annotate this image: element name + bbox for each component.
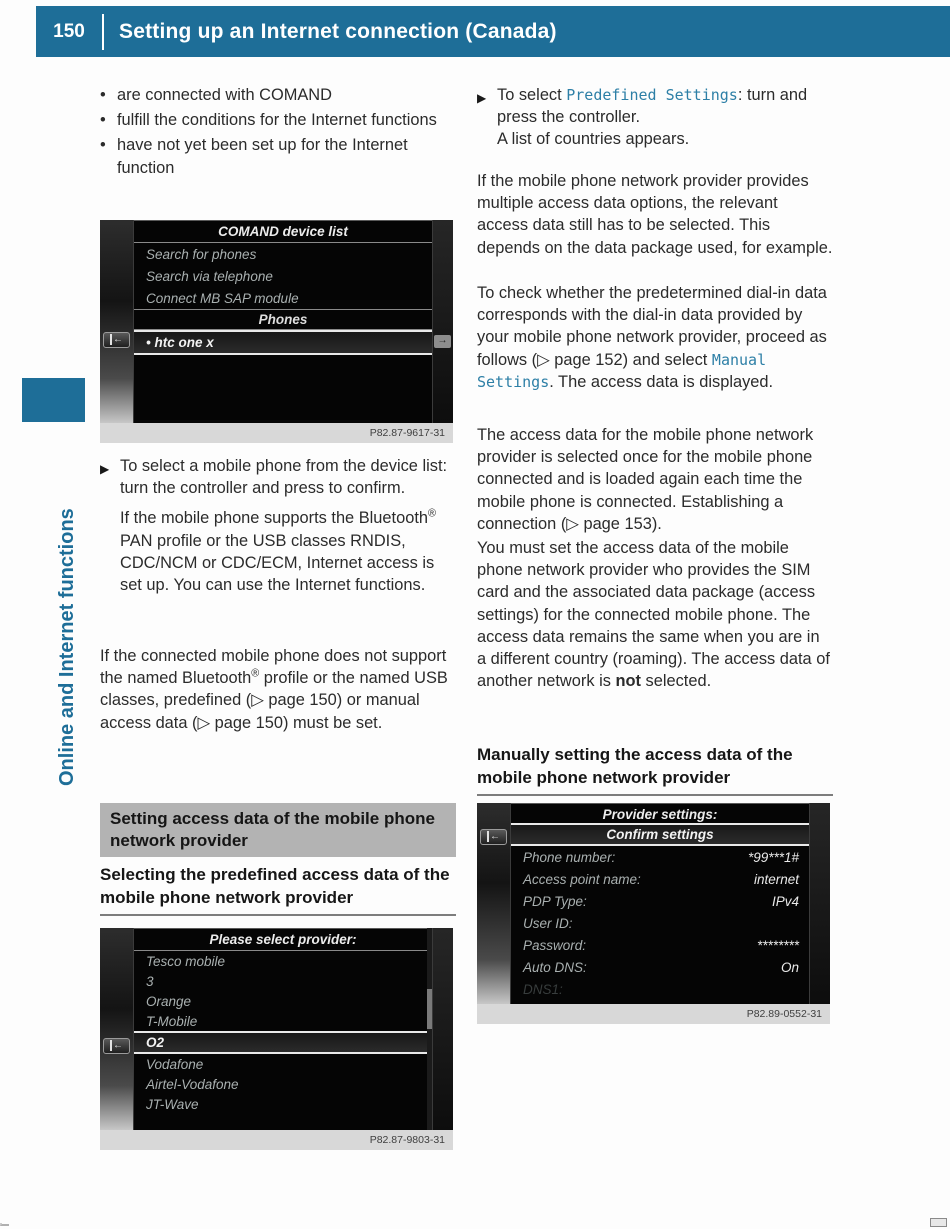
setting-row [511,912,809,934]
setting-row [511,846,809,868]
setting-value: *99***1# [747,850,799,865]
provider-item: T-Mobile [146,1014,198,1029]
screen-panel [510,803,810,1004]
figure-caption: P82.87-9617-31 [100,423,453,443]
menu-item: Search for phones [146,247,257,262]
back-arrow-glyph: ← [110,334,123,345]
screen-right-gutter [433,928,453,1130]
paragraph [477,537,833,700]
back-button-icon [103,1038,130,1054]
step-body [497,84,833,159]
list-item [100,84,456,106]
section-header: Phones [134,309,432,330]
screenshot-provider-list [100,928,453,1150]
provider-item: Airtel-Vodafone [146,1077,239,1092]
page-title: Setting up an Internet connection (Canada) [119,19,557,43]
setting-label: PDP Type: [523,894,587,909]
bullet-text: are connected with COMAND [117,86,332,104]
back-arrow-glyph: ← [487,831,500,842]
setting-row [511,956,809,978]
page-corner-artifact [0,1223,9,1226]
step-body [120,455,456,604]
screen-panel [133,220,433,423]
step-marker-icon: ▶ [100,462,110,476]
setting-label: DNS1: [523,982,563,997]
list-item [100,134,456,178]
step-marker-icon: ▶ [477,91,487,105]
setting-label: Access point name: [523,872,641,887]
bullet-icon: • [100,86,106,104]
menu-item: Connect MB SAP module [146,291,299,306]
screen-title: Provider settings: [511,803,809,823]
provider-item: JT-Wave [146,1097,199,1112]
paragraph-text: To check whether the predetermined dial-in data corresponds with the dial-in data provided by your mobile phone network provider, proceed as follows (▷ page 152) and select Manual Settings. The access data is displayed. [477,284,827,391]
screen-left-gutter [100,928,133,1130]
back-arrow-glyph: ← [110,1040,123,1051]
back-button-icon [103,332,130,348]
screen-right-gutter [810,803,830,1004]
menu-item: Search via telephone [146,269,273,284]
bullet-text: fulfill the conditions for the Internet functions [117,111,437,130]
chapter-label: Online and Internet functions [56,508,78,786]
screen-title: Please select provider: [134,928,432,951]
chapter-tab-square [22,378,85,422]
setting-value: ******** [756,938,799,953]
setting-row-disabled [511,978,809,1000]
paragraph-text: The access data for the mobile phone network provider is selected once for the mobile phone connected and is loaded again each time the mobile phone is connected. Establishing a connection (▷ page 153). [477,426,814,533]
setting-value: internet [753,872,799,887]
step-text: To select Predefined Settings: turn and press the controller. [497,86,808,127]
scrollbar-thumb [427,989,432,1029]
step-text: If the mobile phone supports the Bluetooth® PAN profile or the USB classes RNDIS, CDC/NCM or CDC/ECM, Internet access is set up. You can use the Internet functions. [120,507,436,595]
paragraph [100,645,456,742]
sub-heading: Manually setting the access data of the mobile phone network provider [477,744,833,796]
step-text: To select a mobile phone from the device list: turn the controller and press to confirm. [120,457,448,498]
screenshot-comand-device-list [100,220,453,443]
bullet-icon: • [100,111,106,130]
setting-row [511,934,809,956]
paragraph [477,170,833,267]
setting-value: IPv4 [771,894,799,909]
conditions-bullet-list [100,84,456,182]
paragraph [477,424,833,543]
screen-title: COMAND device list [134,220,432,243]
provider-item: 3 [146,974,154,989]
page-corner-artifact [930,1218,947,1227]
bullet-icon: • [100,136,106,155]
page-number: 150 [53,20,85,42]
setting-row [511,890,809,912]
screen-right-gutter [433,220,453,423]
provider-item: Vodafone [146,1057,204,1072]
figure-caption: P82.89-0552-31 [477,1004,830,1024]
paragraph [477,282,833,401]
instruction-step [100,455,456,604]
screenshot-provider-settings [477,803,830,1024]
paragraph-text: You must set the access data of the mobile phone network provider who provides the SIM card and the associated data package (access settings) for the connected mobile phone. The access data remains the same when you are in a different country (roaming). The access data of another network is not selected. [477,539,830,691]
setting-label: Auto DNS: [523,960,587,975]
connect-icon [434,335,451,348]
scrollbar [427,928,432,1130]
screenshot-display [477,803,830,1004]
setting-label: User ID: [523,916,573,931]
enter-arrow-glyph: → [437,335,448,346]
selected-provider-row: O2 [134,1031,432,1054]
bullet-text: have not yet been set up for the Internet function [117,136,408,177]
figure-caption: P82.87-9803-31 [100,1130,453,1150]
step-result-text: A list of countries appears. [497,130,690,149]
screen-panel [133,928,433,1130]
back-button-icon [480,829,507,845]
section-heading-box: Setting access data of the mobile phone network provider [100,803,456,857]
screenshot-display [100,220,453,423]
setting-row [511,868,809,890]
list-item [100,109,456,131]
header-divider [102,14,104,50]
setting-label: Password: [523,938,587,953]
paragraph-text: If the connected mobile phone does not support the named Bluetooth® profile or the named USB classes, predefined (▷ page 150) or manual access data (▷ page 150) must be set. [100,647,448,732]
paragraph-text: If the mobile phone network provider provides multiple access data options, the relevant access data still has to be selected. This depends on the data package used, for example. [477,172,833,257]
screen-left-gutter [100,220,133,423]
sub-heading: Selecting the predefined access data of the mobile phone network provider [100,864,456,916]
provider-item: Orange [146,994,192,1009]
setting-value: On [780,960,799,975]
screenshot-display [100,928,453,1130]
provider-item: Tesco mobile [146,954,226,969]
page-header [36,6,950,57]
confirm-settings-row: Confirm settings [511,823,809,846]
setting-label: Phone number: [523,850,616,865]
selected-device-row: • htc one x [134,330,432,355]
instruction-step [477,84,833,159]
